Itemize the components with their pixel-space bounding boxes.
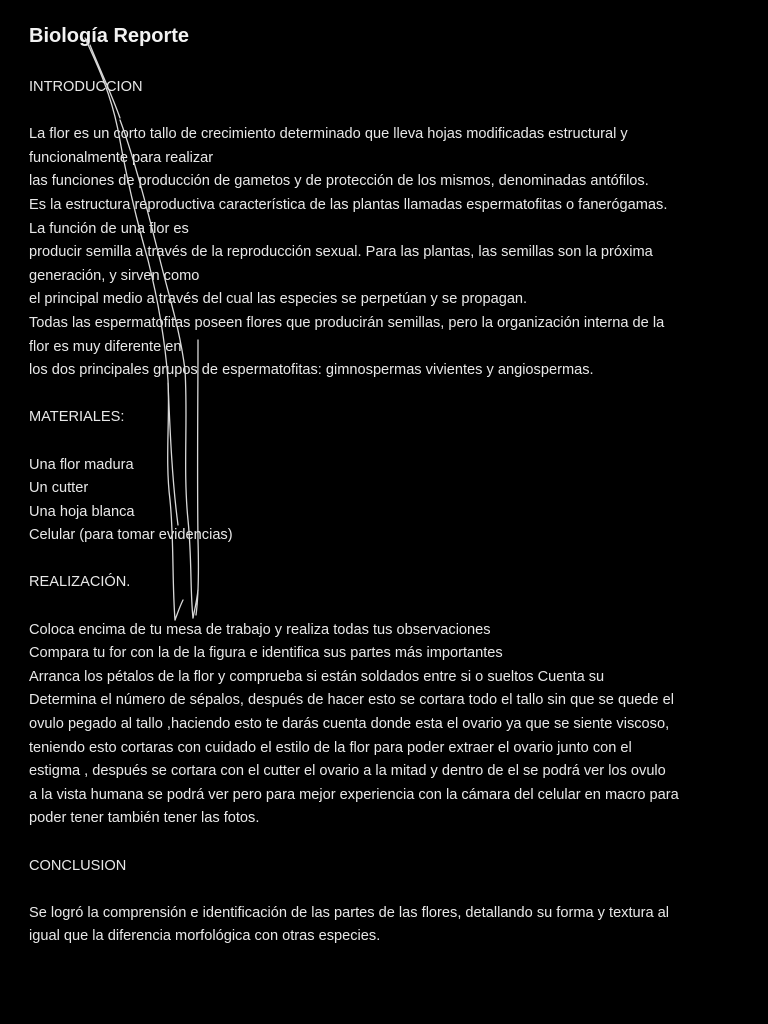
text-line[interactable]: Todas las espermatofitas poseen flores que producirán semillas, pero la organización interna de la (29, 314, 665, 331)
blank-line[interactable] (29, 100, 741, 124)
text-line[interactable]: Determina el número de sépalos, después de hacer esto se cortara todo el tallo sin que se quede el (29, 692, 674, 709)
text-line[interactable]: Celular (para tomar evidencias) (29, 527, 233, 544)
text-line[interactable]: producir semilla a través de la reproducción sexual. Para las plantas, las semillas son la próxima (29, 244, 653, 261)
blank-line[interactable] (29, 878, 741, 902)
blank-line[interactable] (29, 383, 741, 407)
blank-line[interactable] (29, 831, 741, 855)
text-line[interactable]: Arranca los pétalos de la flor y comprueba si están soldados entre si o sueltos Cuenta su (29, 668, 605, 685)
text-line[interactable]: a la vista humana se podrá ver pero para mejor experiencia con la cámara del celular en macro para (29, 786, 679, 803)
note-body[interactable] (29, 20, 741, 949)
text-line[interactable]: REALIZACIÓN. (29, 574, 131, 591)
text-line[interactable]: La función de una flor es (29, 220, 189, 237)
blank-line[interactable] (29, 430, 741, 454)
text-line[interactable]: las funciones de producción de gametos y de protección de los mismos, denominadas antófilos. (29, 173, 649, 190)
text-line[interactable]: Coloca encima de tu mesa de trabajo y realiza todas tus observaciones (29, 621, 491, 638)
text-line[interactable]: igual que la diferencia morfológica con otras especies. (29, 928, 381, 945)
note-title[interactable]: Biología Reporte (29, 25, 190, 47)
text-line[interactable]: Un cutter (29, 480, 89, 497)
text-line[interactable]: los dos principales grupos de espermatofitas: gimnospermas vivientes y angiospermas. (29, 362, 594, 379)
blank-line[interactable] (29, 548, 741, 572)
text-line[interactable]: funcionalmente para realizar (29, 149, 214, 166)
text-line[interactable]: MATERIALES: (29, 409, 125, 426)
text-line[interactable]: ovulo pegado al tallo ,haciendo esto te darás cuenta donde esta el ovario ya que se siente viscoso, (29, 716, 670, 733)
text-line[interactable]: INTRODUCCION (29, 79, 143, 95)
text-line[interactable]: teniendo esto cortaras con cuidado el estilo de la flor para poder extraer el ovario junto con el (29, 739, 632, 756)
text-line[interactable]: CONCLUSION (29, 857, 127, 874)
text-line[interactable]: estigma , después se cortara con el cutter el ovario a la mitad y dentro de el se podrá ver los ovulo (29, 763, 666, 780)
blank-line[interactable] (29, 595, 741, 619)
text-line[interactable]: Compara tu for con la de la figura e identifica sus partes más importantes (29, 645, 503, 662)
text-line[interactable]: Se logró la comprensión e identificación de las partes de las flores, detallando su forma y textura al (29, 904, 670, 921)
text-line[interactable]: el principal medio a través del cual las especies se perpetúan y se propagan. (29, 291, 528, 308)
text-line[interactable]: generación, y sirven como (29, 267, 200, 284)
text-line[interactable]: poder tener también tener las fotos. (29, 810, 260, 827)
text-line[interactable]: Una hoja blanca (29, 503, 135, 520)
note-text[interactable] (29, 76, 741, 949)
text-line[interactable]: Es la estructura reproductiva característica de las plantas llamadas espermatofitas o fanerógamas. (29, 196, 668, 213)
text-line[interactable]: Una flor madura (29, 456, 134, 473)
text-line[interactable]: flor es muy diferente en (29, 338, 182, 355)
text-line[interactable]: La flor es un corto tallo de crecimiento determinado que lleva hojas modificadas estructural y (29, 126, 628, 143)
